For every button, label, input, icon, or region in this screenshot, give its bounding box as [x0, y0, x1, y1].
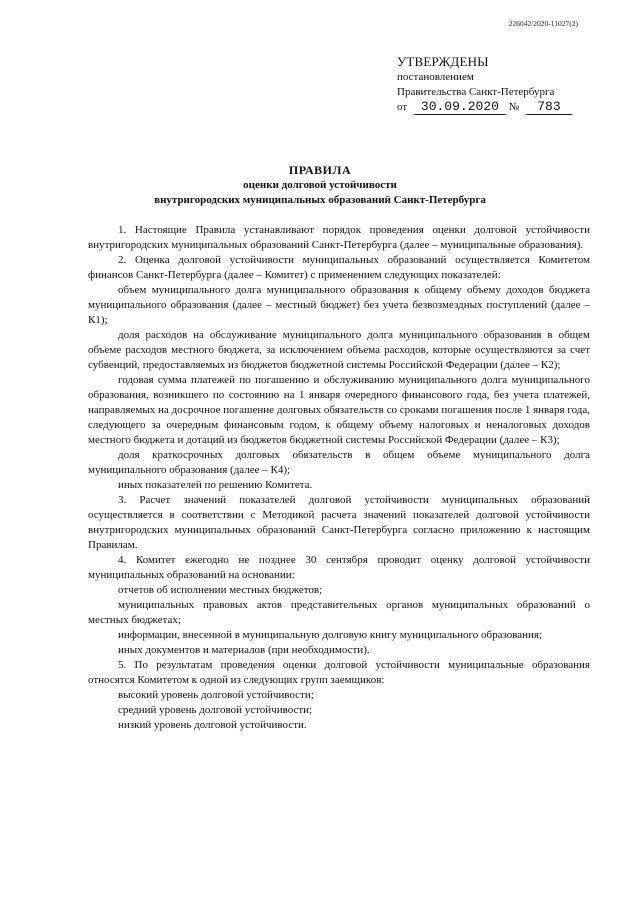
basis-legal-acts: муниципальных правовых актов представительных органов муниципальных образований о местных бюджетах;: [88, 599, 590, 626]
paragraph-1: 1. Настоящие Правила устанавливают порядок проведения оценки долговой устойчивости внутригородских муниципальных образований Санкт-Петербурга (далее – муниципальные образования).: [88, 224, 590, 251]
approval-line-1: постановлением: [397, 71, 474, 83]
approval-line-2: Правительства Санкт-Петербурга: [397, 86, 555, 98]
paragraph-4: 4. Комитет ежегодно не позднее 30 сентября проводит оценку долговой устойчивости муниципальных образований на основании:: [88, 554, 590, 581]
document-title: ПРАВИЛА: [288, 163, 352, 177]
approval-date-line: [397, 100, 572, 115]
indicator-k1: объем муниципального долга муниципального образования к общему объему доходов бюджета муниципального образования (далее – местный бюджет) без учета безвозмездных поступлений (далее – К1);: [88, 284, 590, 326]
basis-debt-book: информации, внесенной в муниципальную долговую книгу муниципального образования;: [118, 629, 543, 641]
document-id: 226042/2020-11027(2): [508, 19, 578, 28]
group-high: высокий уровень долговой устойчивости;: [118, 689, 314, 701]
document-subtitle-1: оценки долговой устойчивости: [243, 179, 397, 191]
paragraph-5: 5. По результатам проведения оценки долговой устойчивости муниципальные образования относятся Комитетом к одной из следующих групп заемщиков:: [88, 659, 590, 686]
approval-block: [397, 54, 572, 115]
approval-number: 783: [526, 100, 572, 115]
indicator-other: иных показателей по решению Комитета.: [118, 479, 313, 491]
indicator-k2: доля расходов на обслуживание муниципального долга муниципального образования в общем объеме расходов местного бюджета, за исключением объема расходов, которые осуществляются за счет субвенций, предоставляемых из бюджетов бюджетной системы Российской Федерации (далее – К2);: [88, 329, 590, 371]
paragraph-2: 2. Оценка долговой устойчивости муниципальных образований осуществляется Комитетом финансов Санкт-Петербурга (далее – Комитет) с применением следующих показателей:: [88, 254, 590, 281]
group-low: низкий уровень долговой устойчивости.: [118, 719, 307, 731]
approval-title: УТВЕРЖДЕНЫ: [397, 54, 489, 69]
basis-reports: отчетов об исполнении местных бюджетов;: [118, 584, 323, 596]
approval-date: 30.09.2020: [414, 100, 506, 115]
document-title-block: [0, 163, 640, 208]
number-label: №: [508, 101, 520, 113]
document-body: [88, 223, 590, 733]
document-subtitle-2: внутригородских муниципальных образований Санкт-Петербурга: [154, 194, 486, 206]
group-medium: средний уровень долговой устойчивости;: [118, 704, 313, 716]
from-label: от: [397, 101, 408, 113]
indicator-k3: годовая сумма платежей по погашению и обслуживанию муниципального долга муниципального образования, возникшего по состоянию на 1 января очередного финансового года, без учета платежей, направляемых на досрочное погашение долговых обязательств со сроками погашения после 1 января года, следующего за очередным финансовым годом, к общему объему налоговых и неналоговых доходов местного бюджета и дотаций из бюджетов бюджетной системы Российской Федерации (далее – К3);: [88, 374, 590, 446]
paragraph-3: 3. Расчет значений показателей долговой устойчивости муниципальных образований осуществляется в соответствии с Методикой расчета значений показателей долговой устойчивости внутригородских муниципальных образований Санкт-Петербурга согласно приложению к настоящим Правилам.: [88, 494, 590, 551]
basis-other-docs: иных документов и материалов (при необходимости).: [118, 644, 370, 656]
indicator-k4: доля краткосрочных долговых обязательств в общем объеме муниципального долга муниципального образования (далее – К4);: [88, 449, 590, 476]
